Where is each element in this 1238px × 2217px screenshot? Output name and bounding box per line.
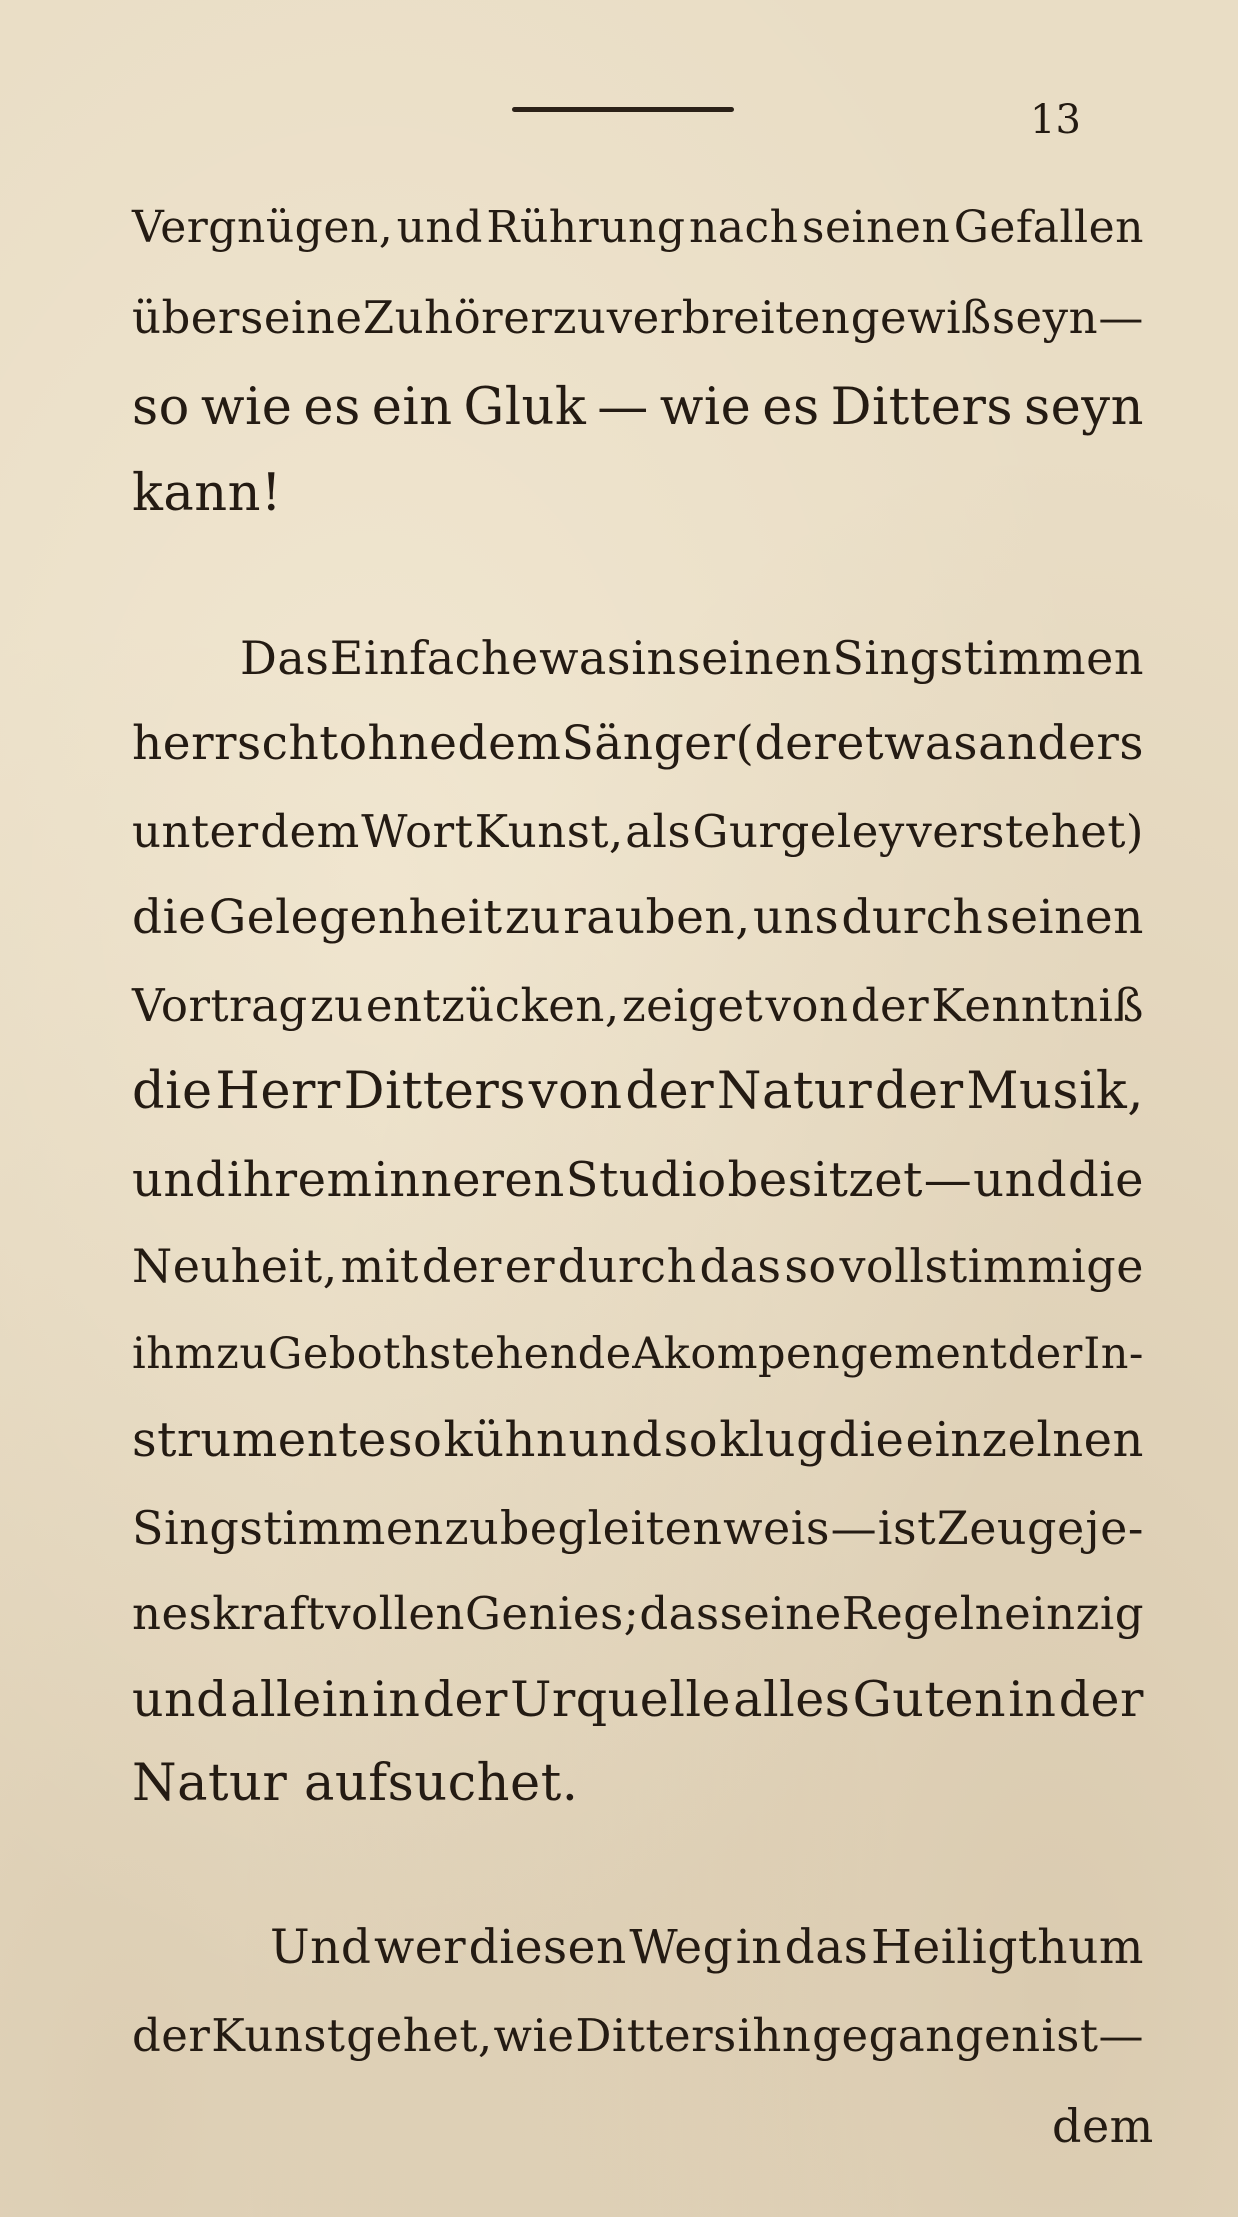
word: durch: [841, 890, 984, 945]
word: einzelnen: [905, 1412, 1144, 1468]
word: und: [973, 1152, 1068, 1208]
catchword: dem: [1052, 2099, 1154, 2153]
word: nach: [688, 202, 799, 253]
word: seinen: [801, 202, 951, 253]
word: uns: [752, 890, 840, 945]
word: es: [762, 378, 820, 437]
word: Studio: [565, 1152, 727, 1208]
text-line: [132, 886, 1144, 950]
word: was: [539, 631, 631, 685]
word: allein: [230, 1671, 370, 1728]
word: vollstimmige: [839, 1239, 1144, 1293]
word: Urquelle: [510, 1671, 732, 1728]
word: Und: [270, 1920, 372, 1975]
word: gehet,: [346, 2009, 493, 2062]
word: so: [132, 378, 190, 437]
word: so: [387, 1412, 443, 1468]
word: Sänger: [561, 716, 736, 771]
word: Gluk: [463, 378, 587, 437]
word: seyn: [1023, 378, 1144, 437]
word: strumente: [132, 1412, 387, 1468]
word: und: [132, 1671, 228, 1728]
word: die: [132, 1062, 213, 1121]
word: ist: [877, 1501, 937, 1555]
text-line: [132, 974, 1144, 1038]
word: von: [528, 1062, 623, 1121]
word: verstehet): [906, 805, 1144, 858]
word: der: [874, 1062, 964, 1121]
word: Ditters: [575, 2009, 737, 2062]
word: Neuheit,: [132, 1239, 338, 1293]
word: seinen: [985, 890, 1144, 945]
text-line: kann!: [132, 464, 282, 523]
word: —: [923, 1152, 973, 1208]
word: ihrem: [226, 1152, 373, 1208]
word: Genies;: [464, 1587, 640, 1640]
header-rule: [512, 107, 734, 112]
word: zu: [309, 979, 364, 1032]
word: herrscht: [132, 716, 339, 771]
text-line: Natur aufsuchet.: [132, 1754, 579, 1813]
word: Heiligthum: [870, 1920, 1144, 1975]
word: mit: [340, 1239, 419, 1293]
word: Vergnügen,: [132, 202, 394, 253]
word: der: [421, 1239, 502, 1293]
word: seyn: [991, 291, 1099, 344]
word: etwas: [836, 716, 979, 771]
word: zu: [444, 1501, 500, 1555]
word: Vortrag: [132, 979, 308, 1032]
word: der: [422, 1671, 508, 1728]
word: kühn: [443, 1412, 568, 1468]
word: seine: [240, 291, 363, 344]
word: und: [132, 1152, 227, 1208]
word: das: [784, 1920, 869, 1975]
word: anders: [978, 716, 1144, 771]
text-line: [132, 1408, 1144, 1472]
word: das: [699, 1239, 782, 1293]
word: Regeln: [841, 1587, 1005, 1640]
word: so: [663, 1412, 719, 1468]
word: und: [568, 1412, 663, 1468]
word: —: [830, 1501, 878, 1555]
word: Rührung: [486, 202, 686, 253]
word: Gurgeley: [692, 805, 905, 858]
text-line: [132, 1582, 1144, 1646]
word: seinen: [676, 631, 832, 685]
word: je-: [1085, 1501, 1144, 1555]
word: entzücken,: [365, 979, 620, 1032]
word: —: [1098, 291, 1144, 344]
word: Gefallen: [953, 202, 1144, 253]
word: Gebothstehende: [267, 1329, 632, 1379]
word: Kunst: [211, 2009, 346, 2062]
word: er: [504, 1239, 555, 1293]
word: Wort: [361, 805, 474, 858]
word: Kunst,: [474, 805, 624, 858]
word: verbreiten: [606, 291, 851, 344]
word: begleiten: [499, 1501, 723, 1555]
word: weis: [723, 1501, 831, 1555]
text-line: [132, 2004, 1144, 2068]
word: die: [132, 890, 207, 945]
word: der: [625, 1062, 715, 1121]
word: Weg: [629, 1920, 734, 1975]
word: Akompengement: [632, 1329, 1008, 1379]
word: Singstimmen: [132, 1501, 444, 1555]
word: Kenntniß: [931, 979, 1144, 1032]
word: als: [625, 805, 692, 858]
word: gewiß: [850, 291, 992, 344]
word: zu: [552, 291, 607, 344]
word: durch: [557, 1239, 697, 1293]
text-line: [132, 800, 1144, 864]
text-line: [132, 712, 1144, 776]
text-line: [132, 376, 1144, 440]
word: wie: [493, 2009, 575, 2062]
word: der: [850, 979, 930, 1032]
word: in: [1008, 1671, 1057, 1728]
word: klug: [719, 1412, 828, 1468]
word: über: [132, 291, 240, 344]
word: rauben,: [563, 890, 751, 945]
word: Einfache: [329, 631, 539, 685]
word: Guten: [852, 1671, 1007, 1728]
word: der: [754, 716, 837, 771]
word: kraftvollen: [212, 1587, 465, 1640]
word: von: [765, 979, 849, 1032]
text-line: [132, 1496, 1144, 1560]
word: die: [828, 1412, 905, 1468]
text-line: [132, 1148, 1144, 1212]
word: so: [784, 1239, 837, 1293]
word: ihn: [737, 2009, 812, 2062]
text-line: [240, 626, 1144, 690]
word: Das: [240, 631, 330, 685]
word: Zuhörer: [362, 291, 553, 344]
word: wie: [200, 378, 293, 437]
word: ist—: [1041, 2009, 1144, 2062]
word: Musik,: [966, 1062, 1144, 1121]
text-line: [132, 1060, 1144, 1124]
word: es: [303, 378, 361, 437]
word: wie: [659, 378, 752, 437]
text-line: [132, 196, 1144, 260]
text-line: [132, 286, 1144, 350]
word: nes: [132, 1587, 213, 1640]
text-line: [132, 1322, 1144, 1386]
word: gegangen: [812, 2009, 1041, 2062]
word: (: [735, 716, 755, 771]
page-number: 13: [1030, 97, 1081, 143]
word: Natur: [716, 1062, 873, 1121]
word: besitzet: [727, 1152, 923, 1208]
word: die: [1067, 1152, 1144, 1208]
word: Gelegenheit: [208, 890, 503, 945]
word: Ditters: [830, 378, 1014, 437]
word: wer: [374, 1920, 467, 1975]
text-line: [132, 1234, 1144, 1298]
word: Singstimmen: [832, 631, 1144, 685]
word: Zeuge: [936, 1501, 1085, 1555]
word: das: [639, 1587, 720, 1640]
word: in: [631, 631, 677, 685]
word: einzig: [1004, 1587, 1145, 1640]
word: ihm: [132, 1329, 216, 1379]
word: der: [1058, 1671, 1144, 1728]
word: diesen: [468, 1920, 627, 1975]
word: in: [735, 1920, 783, 1975]
word: der: [1007, 1329, 1083, 1379]
word: Herr: [215, 1062, 341, 1121]
word: —: [597, 378, 649, 437]
word: zu: [504, 890, 561, 945]
word: der: [132, 2009, 211, 2062]
word: ein: [371, 378, 453, 437]
word: alles: [733, 1671, 851, 1728]
word: unter: [132, 805, 259, 858]
word: dem: [260, 805, 360, 858]
word: seine: [719, 1587, 842, 1640]
text-line: [270, 1916, 1144, 1980]
word: zu: [216, 1329, 268, 1379]
word: In-: [1083, 1329, 1144, 1379]
word: und: [396, 202, 483, 253]
word: dem: [457, 716, 562, 771]
text-line: [132, 1668, 1144, 1732]
word: inneren: [373, 1152, 565, 1208]
word: in: [372, 1671, 421, 1728]
word: ohne: [338, 716, 458, 771]
word: Ditters: [343, 1062, 526, 1121]
word: zeiget: [621, 979, 764, 1032]
